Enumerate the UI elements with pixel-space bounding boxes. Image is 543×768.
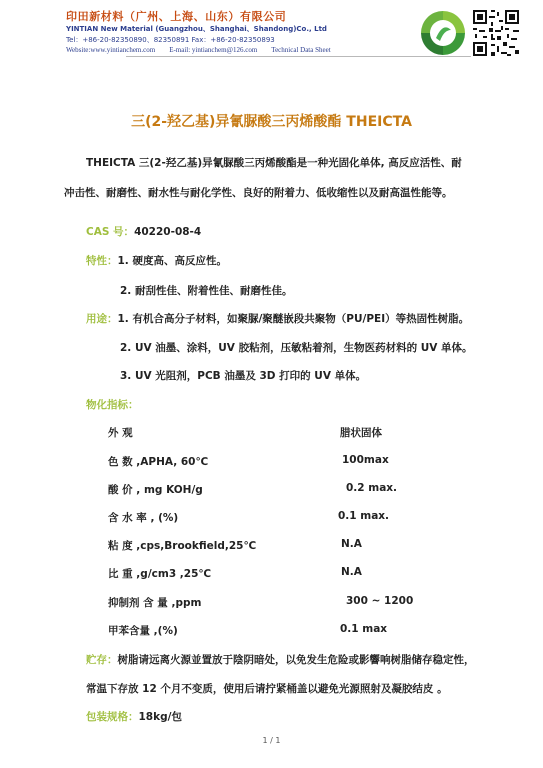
sheet-label: Technical Data Sheet [271, 46, 331, 54]
use-item-2: 2. UV 油墨、涂料，UV 胶粘剂，压敏粘着剂，生物医药材料的 UV 单体。 [120, 342, 473, 354]
spec-name-toluene: 甲苯含量 ,(%) [108, 625, 178, 637]
spec-value-toluene: 0.1 max [340, 623, 388, 635]
cas-label: CAS 号： [86, 226, 135, 238]
cas-row [86, 224, 201, 239]
intro-line-1: THEICTA 三(2-羟乙基)异氰脲酸三丙烯酸酯是一种光固化单体, 高反应活性、耐 [86, 157, 462, 169]
website: Website:www.yintianchem.com [66, 46, 156, 54]
spec-value-viscosity: N.A [341, 538, 362, 550]
spec-name-density: 比 重 ,g/cm3 ,25℃ [108, 568, 212, 580]
feature-item-1: 1. 硬度高、高反应性。 [117, 255, 227, 267]
uses-row [86, 311, 469, 326]
spec-value-appearance: 腊状固体 [340, 427, 382, 439]
use-item-3: 3. UV 光阻剂，PCB 油墨及 3D 打印的 UV 单体。 [120, 370, 367, 382]
spec-name-inhibitor: 抑制剂 含 量 ,ppm [108, 597, 202, 609]
packaging-row [86, 709, 182, 724]
contact-web-line [66, 46, 345, 54]
use-item-1: 1. 有机合高分子材料，如聚脲/聚醚嵌段共聚物（PU/PEI）等热固性树脂。 [117, 313, 470, 325]
qr-code-icon [471, 8, 521, 58]
contact-phone-fax: Tel：+86-20-82350890、82350891 Fax：+86-20-82350893 [66, 36, 275, 44]
intro-line-2: 冲击性、耐磨性、耐水性与耐化学性、良好的附着力、低收缩性以及耐高温性能等。 [64, 187, 453, 199]
features-label: 特性： [86, 255, 118, 267]
uses-label: 用途： [86, 313, 118, 325]
spec-name-appearance: 外 观 [108, 427, 133, 439]
spec-value-acid-value: 0.2 max. [346, 482, 398, 494]
spec-name-water: 含 水 率 , (%) [108, 512, 179, 524]
specs-label: 物化指标： [86, 399, 139, 411]
spec-value-inhibitor: 300 ~ 1200 [346, 595, 414, 607]
storage-line-1: 树脂请远离火源並置放于陰阴暗处，以免发生危险或影響响树脂储存稳定性， [117, 654, 475, 666]
page-number: 1 / 1 [262, 736, 281, 745]
cas-value: 40220-08-4 [134, 226, 202, 238]
spec-value-density: N.A [341, 566, 362, 578]
spec-name-color: 色 数 ,APHA, 60℃ [108, 456, 209, 468]
storage-line-2: 常温下存放 12 个月不变质，使用后请拧紧桶盖以避免光源照射及凝胶结皮 。 [86, 683, 448, 695]
company-name-cn: 印田新材料（广州、上海、山东）有限公司 [66, 10, 287, 23]
email: E-mail: yintianchem@126.com [169, 46, 258, 54]
yintian-logo-icon [418, 8, 468, 58]
feature-item-2: 2. 耐刮性佳、附着性佳、耐磨性佳。 [120, 285, 293, 297]
storage-label: 贮存： [86, 654, 118, 666]
spec-value-color: 100max [342, 454, 389, 466]
spec-value-water: 0.1 max. [338, 510, 390, 522]
storage-row [86, 652, 475, 667]
packaging-value: 18kg/包 [138, 711, 182, 723]
letterhead [60, 6, 480, 78]
spec-name-viscosity: 粘 度 ,cps,Brookfield,25℃ [108, 540, 257, 552]
packaging-label: 包装规格： [86, 711, 139, 723]
company-name-en: YINTIAN New Material (Guangzhou、Shanghai、Shandong)Co., Ltd [66, 25, 327, 33]
page-title: 三(2-羟乙基)异氰脲酸三丙烯酸酯 THEICTA [131, 114, 412, 130]
spec-name-acid-value: 酸 价 , mg KOH/g [108, 484, 203, 496]
features-row [86, 253, 227, 268]
